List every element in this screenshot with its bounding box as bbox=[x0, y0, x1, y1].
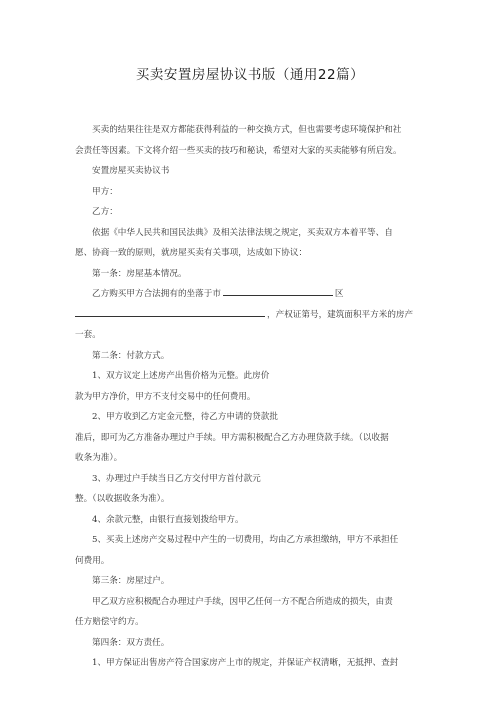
paragraph-line: 5、买卖上述房产交易过程中产生的一切费用，均由乙方承担缴纳，甲方不承担任 bbox=[92, 535, 399, 545]
party-b-label: 乙方： bbox=[92, 207, 118, 217]
paragraph-line: 愿、协商一致的原则，就房屋买卖有关事项，达成如下协议： bbox=[75, 248, 308, 258]
clause-heading: 第二条：付款方式。 bbox=[92, 350, 170, 361]
location-prefix: 乙方购买甲方合法拥有的坐落于市 bbox=[92, 289, 221, 299]
paragraph-line: 款为甲方净价，甲方不支付交易中的任何费用。 bbox=[75, 391, 256, 402]
paragraph-line: 1、甲方保证出售房产符合国家房产上市的规定，并保证产权清晰，无抵押、查封 bbox=[92, 658, 399, 668]
cert-suffix: ，产权证第号，建筑面积平方米的房产 bbox=[267, 309, 414, 320]
property-location-line bbox=[75, 284, 435, 305]
party-a-label: 甲方： bbox=[92, 186, 118, 197]
paragraph-line: 整。（以收据收条为准）。 bbox=[75, 494, 170, 504]
paragraph-line: 甲乙双方应积极配合办理过户手续，因甲乙任何一方不配合所造成的损失，由责 bbox=[92, 596, 393, 607]
agreement-heading: 安置房屋买卖协议书 bbox=[92, 166, 170, 176]
paragraph-line: 会责任等因素。下文将介绍一些买卖的技巧和秘诀，希望对大家的买卖能够有所启发。 bbox=[75, 145, 402, 156]
paragraph-line: 依据《中华人民共和国民法典》及相关法律法规之规定，买卖双方本着平等、自 bbox=[92, 227, 393, 238]
paragraph-line: 一套。 bbox=[75, 330, 101, 340]
clause-heading: 第三条：房屋过户。 bbox=[92, 576, 170, 586]
document-title: 买卖安置房屋协议书版（通用22篇） bbox=[135, 67, 365, 83]
property-cert-line bbox=[75, 305, 435, 326]
paragraph-line: 2、甲方收到乙方定金元整，待乙方申请的贷款批 bbox=[92, 412, 278, 422]
location-suffix: 区 bbox=[334, 289, 344, 299]
paragraph-line: 买卖的结果往往是双方都能获得利益的一种交换方式，但也需要考虑环境保护和社 bbox=[92, 125, 402, 135]
address-blank bbox=[75, 305, 265, 317]
paragraph-line: 4、余款元整，由银行直接划拨给甲方。 bbox=[92, 514, 244, 525]
clause-heading: 第四条：双方责任。 bbox=[92, 637, 170, 648]
city-blank bbox=[223, 284, 333, 296]
paragraph-line: 任方赔偿守约方。 bbox=[75, 617, 144, 627]
paragraph-line: 准后，即可为乙方准备办理过户手续。甲方需积极配合乙方办理贷款手续。（以收据 bbox=[75, 432, 389, 443]
paragraph-line: 1、双方议定上述房产出售价格为元整。此房价 bbox=[92, 371, 270, 381]
document-body bbox=[75, 120, 435, 674]
paragraph-line: 收条为准）。 bbox=[75, 453, 123, 463]
paragraph-line: 3、办理过户手续当日乙方交付甲方首付款元 bbox=[92, 473, 261, 484]
paragraph-line: 何费用。 bbox=[75, 555, 110, 566]
clause-heading: 第一条：房屋基本情况。 bbox=[92, 268, 187, 279]
